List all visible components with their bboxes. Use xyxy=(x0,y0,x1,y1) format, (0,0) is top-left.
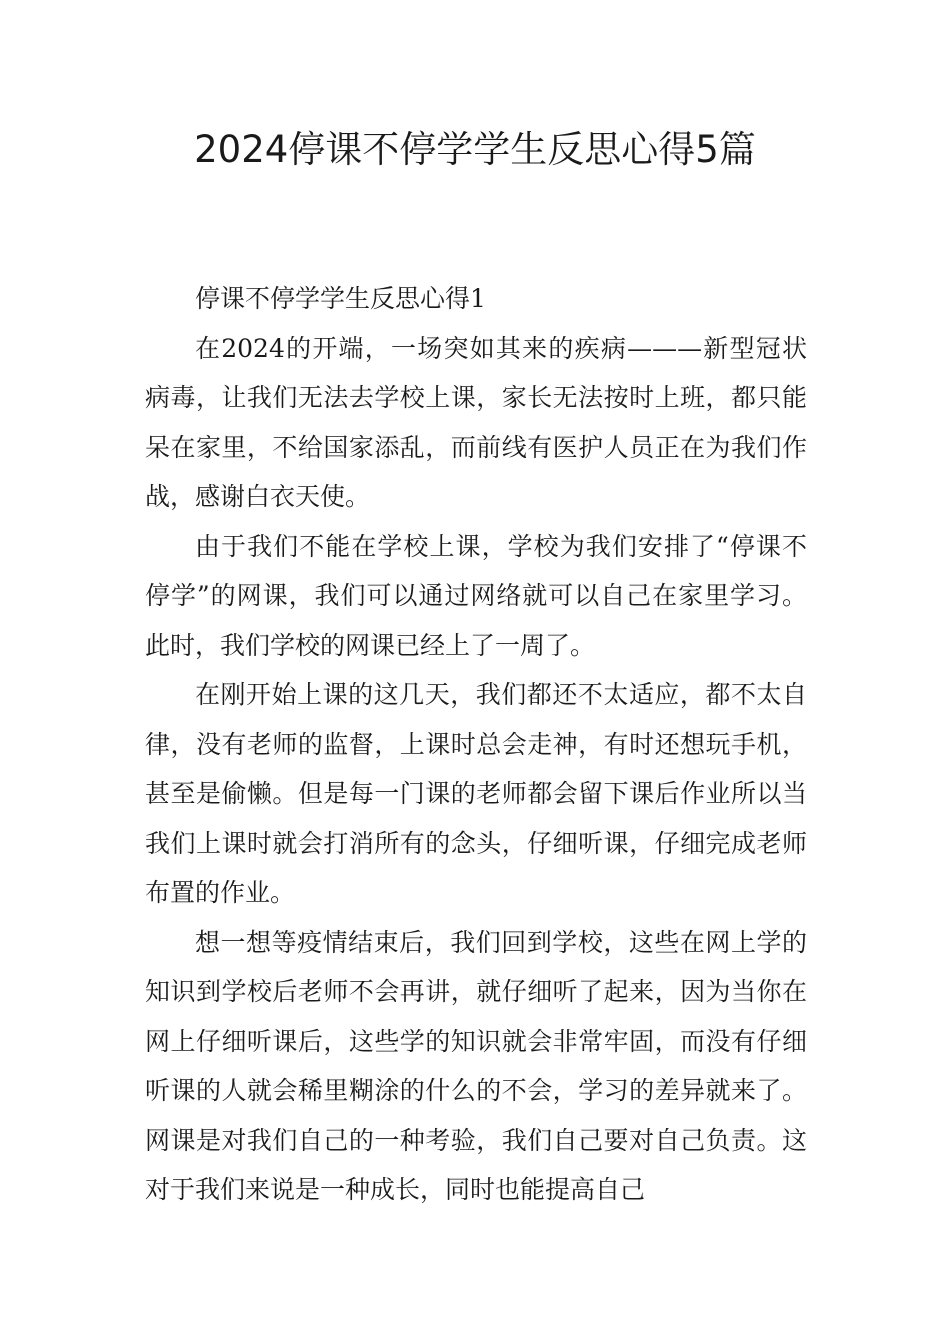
document-body xyxy=(145,274,807,1215)
paragraph: 在刚开始上课的这几天，我们都还不太适应，都不太自律，没有老师的监督，上课时总会走神，有时还想玩手机，甚至是偷懒。但是每一门课的老师都会留下课后作业所以当我们上课时就会打消所有的念头，仔细听课，仔细完成老师布置的作业。 xyxy=(145,680,807,907)
paragraph: 在2024的开端，一场突如其来的疾病———新型冠状病毒，让我们无法去学校上课，家长无法按时上班，都只能呆在家里，不给国家添乱，而前线有医护人员正在为我们作战，感谢白衣天使。 xyxy=(145,333,807,511)
section-heading: 停课不停学学生反思心得1 xyxy=(195,284,486,313)
paragraph: 想一想等疫情结束后，我们回到学校，这些在网上学的知识到学校后老师不会再讲，就仔细听了起来，因为当你在网上仔细听课后，这些学的知识就会非常牢固，而没有仔细听课的人就会稀里糊涂的什么的不会，学习的差异就来了。网课是对我们自己的一种考验，我们自己要对自己负责。这对于我们来说是一种成长，同时也能提高自己 xyxy=(145,927,807,1204)
document-title: 2024停课不停学学生反思心得5篇 xyxy=(194,128,756,171)
paragraph: 由于我们不能在学校上课，学校为我们安排了“停课不停学”的网课，我们可以通过网络就可以自己在家里学习。此时，我们学校的网课已经上了一周了。 xyxy=(145,531,807,660)
